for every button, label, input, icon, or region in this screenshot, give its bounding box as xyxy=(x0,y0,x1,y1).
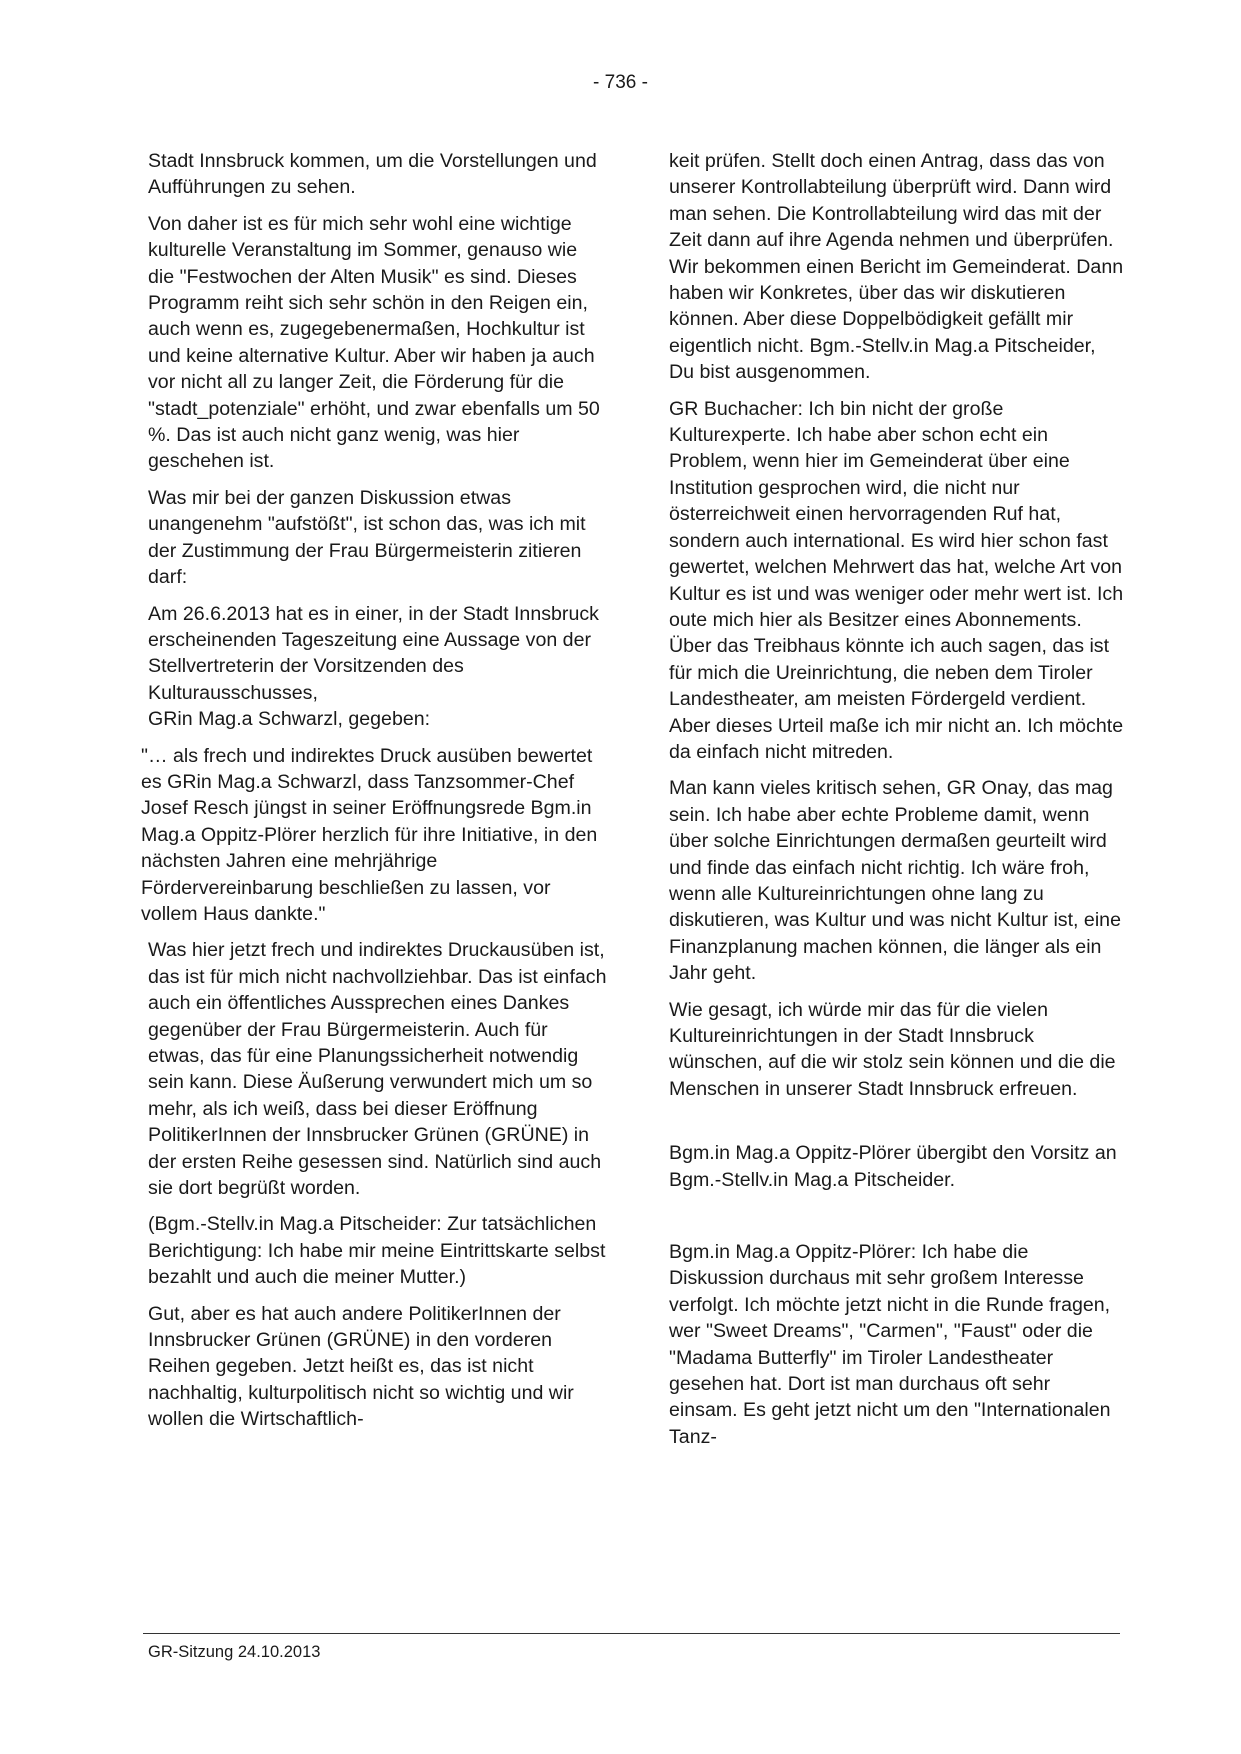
page-number: - 736 - xyxy=(593,72,648,93)
paragraph: Man kann vieles kritisch sehen, GR Onay, das mag sein. Ich habe aber echte Probleme damit, wenn über solche Einrichtungen dermaßen geurteilt wird und finde das einfach nicht richtig. Ich wäre froh, wenn alle Kultureinrichtungen ohne lang zu diskutieren, was Kultur und was nicht Kultur ist, eine Finanzplanung machen können, die länger als ein Jahr geht. xyxy=(669,777,1121,985)
chair-handover-note: Bgm.in Mag.a Oppitz-Plörer übergibt den Vorsitz an Bgm.-Stellv.in Mag.a Pitscheider. xyxy=(669,1142,1117,1191)
speech-oppitz-ploerer: Bgm.in Mag.a Oppitz-Plörer: Ich habe die Diskussion durchaus mit sehr großem Interesse verfolgt. Ich möchte jetzt nicht in die Runde fragen, wer "Sweet Dreams", "Carmen", "Faust" oder die "Madama Butterfly" im Tiroler Landestheater gesehen hat. Dort ist man durchaus oft sehr einsam. Es geht jetzt nicht um den "Internationalen Tanz- xyxy=(669,1241,1111,1448)
right-column xyxy=(669,148,1124,1460)
speech-buchacher: GR Buchacher: Ich bin nicht der große Kulturexperte. Ich habe aber schon echt ein Problem, wenn hier im Gemeinderat über eine Institution gesprochen wird, die nicht nur österreichweit einen hervorragenden Ruf hat, sondern auch international. Es wird hier schon fast gewertet, welchen Mehrwert das hat, welche Art von Kultur es ist und was weniger oder mehr wert ist. Ich oute mich hier als Besitzer eines Abonnements. Über das Treibhaus könnte ich auch sagen, das ist für mich die Ureinrichtung, die neben dem Tiroler Landestheater, am meisten Fördergeld verdient. Aber dieses Urteil maße ich mir nicht an. Ich möchte da einfach nicht mitreden. xyxy=(669,397,1124,763)
paragraph: keit prüfen. Stellt doch einen Antrag, dass das von unserer Kontrollabteilung überprüft wird. Dann wird man sehen. Die Kontrollabteilung wird das mit der Zeit dann auf ihre Agenda nehmen und überprüfen. Wir bekommen einen Bericht im Gemeinderat. Dann haben wir Konkretes, über das wir diskutieren können. Aber diese Doppelbödigkeit gefällt mir eigentlich nicht. Bgm.-Stellv.in Mag.a Pitscheider, Du bist ausgenommen. xyxy=(669,150,1124,384)
footer-session: GR-Sitzung 24.10.2013 xyxy=(148,1643,321,1661)
paragraph: GRin Mag.a Schwarzl, gegeben: xyxy=(148,708,431,731)
interjection: (Bgm.-Stellv.in Mag.a Pitscheider: Zur tatsächlichen Berichtigung: Ich habe mir meine Eintrittskarte selbst bezahlt und auch die meiner Mutter.) xyxy=(148,1213,606,1289)
paragraph: Was hier jetzt frech und indirektes Druckausüben ist, das ist für mich nicht nachvollziehbar. Das ist einfach auch ein öffentliches Aussprechen eines Dankes gegenüber der Frau Bürgermeisterin. Auch für etwas, das für eine Planungssicherheit notwendig sein kann. Diese Äußerung verwundert mich um so mehr, als ich weiß, dass bei dieser Eröffnung PolitikerInnen der Innsbrucker Grünen (GRÜNE) in der ersten Reihe gesessen sind. Natürlich sind auch sie dort begrüßt worden. xyxy=(148,939,607,1200)
paragraph: Gut, aber es hat auch andere PolitikerInnen der Innsbrucker Grünen (GRÜNE) in den vorderen Reihen gegeben. Jetzt heißt es, das ist nicht nachhaltig, kulturpolitisch nicht so wichtig und wir wollen die Wirtschaftlich- xyxy=(148,1302,574,1431)
paragraph: Wie gesagt, ich würde mir das für die vielen Kultureinrichtungen in der Stadt Innsbruck wünschen, auf die wir stolz sein können und die die Menschen in unserer Stadt Innsbruck erfreuen. xyxy=(669,998,1116,1100)
footer-divider xyxy=(143,1633,1120,1634)
paragraph: Am 26.6.2013 hat es in einer, in der Stadt Innsbruck erscheinenden Tageszeitung eine Aussage von der Stellvertreterin der Vorsitzenden des Kulturausschusses, xyxy=(148,602,599,704)
paragraph: Von daher ist es für mich sehr wohl eine wichtige kulturelle Veranstaltung im Sommer, genauso wie die "Festwochen der Alten Musik" es sind. Dieses Programm reiht sich sehr schön in den Reigen ein, auch wenn es, zugegebenermaßen, Hochkultur ist und keine alternative Kultur. Aber wir haben ja auch vor nicht all zu langer Zeit, die Förderung für die "stadt_potenziale" erhöht, und zwar ebenfalls um 50 %. Das ist auch nicht ganz wenig, was hier geschehen ist. xyxy=(148,212,600,473)
quotation: "… als frech und indirektes Druck ausüben bewertet es GRin Mag.a Schwarzl, dass Tanzsommer-Chef Josef Resch jüngst in seiner Eröffnungsrede Bgm.in Mag.a Oppitz-Plörer herzlich für ihre Initiative, in den nächsten Jahren eine mehrjährige Fördervereinbarung beschließen zu lassen, vor vollem Haus dankte." xyxy=(141,744,598,925)
left-column xyxy=(141,148,608,1443)
paragraph: Stadt Innsbruck kommen, um die Vorstellungen und Aufführungen zu sehen. xyxy=(148,150,597,199)
paragraph: Was mir bei der ganzen Diskussion etwas unangenehm "aufstößt", ist schon das, was ich mit der Zustimmung der Frau Bürgermeisterin zitieren darf: xyxy=(148,486,586,589)
